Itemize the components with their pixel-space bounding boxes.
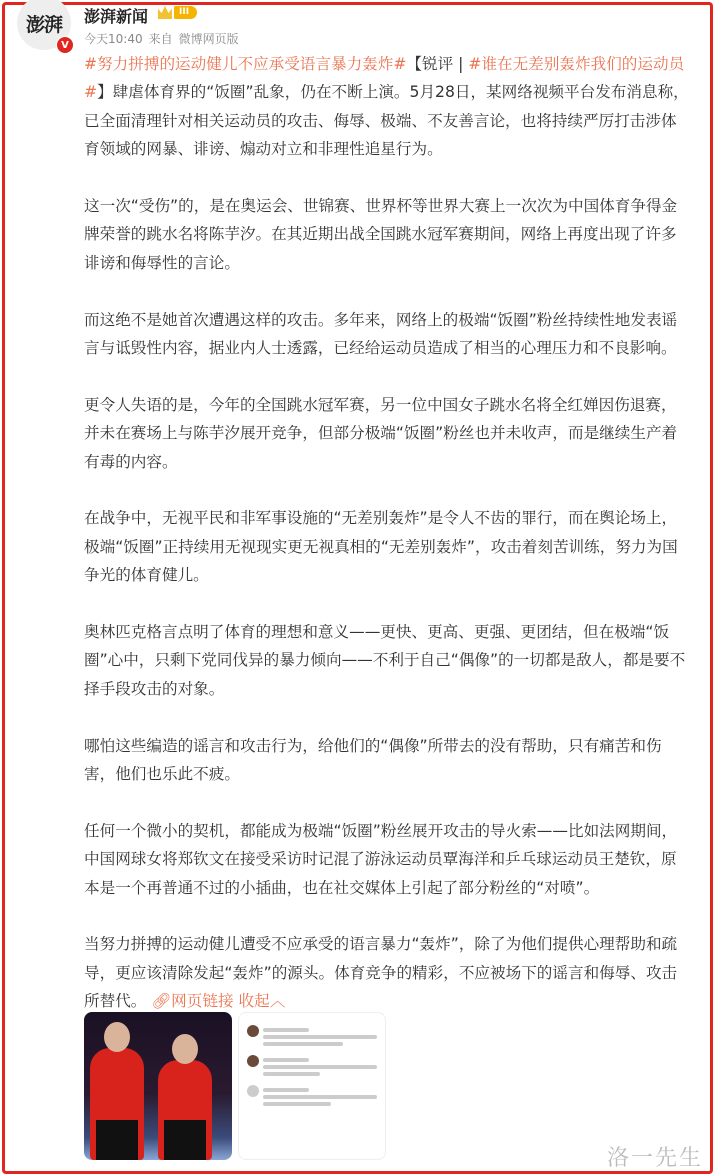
collapse-label: 收起: [238, 992, 270, 1011]
paragraph-text: 当努力拼搏的运动健儿遭受不应承受的语言暴力“轰炸”，除了为他们提供心理帮助和疏导，更应该清除发起“轰炸”的源头。体育竞争的精彩，不应被场下的谣言和侮辱、攻击所替代。: [84, 935, 678, 1011]
web-link-label: 网页链接: [171, 992, 234, 1011]
hashtag-link[interactable]: #谁在无差别轰炸我们的运动员#: [84, 55, 685, 102]
crown-icon: [158, 6, 172, 19]
paragraph-text: 】肆虐体育界的“饭圈”乱象，仍在不断上演。5月28日，某网络视频平台发布消息称，已全面清理针对相关运动员的攻击、侮辱、极端、不友善言论，也将持续严厉打击涉体育领域的网暴、诽谤、煽动对立和非理性追星行为。: [84, 83, 689, 159]
comments-screenshot[interactable]: [238, 1012, 386, 1160]
paragraph: 更令人失语的是，今年的全国跳水冠军赛，另一位中国女子跳水名将全红婵因伤退赛，并未在赛场上与陈芋汐展开竞争，但部分极端“饭圈”粉丝也并未收声，而是继续生产着有毒的内容。: [84, 395, 678, 471]
paragraph: 在战争中，无视平民和非军事设施的“无差别轰炸”是令人不齿的罪行，而在舆论场上，极端“饭圈”正持续用无视现实更无视真相的“无差别轰炸”，攻击着刻苦训练，努力为国争光的体育健儿。: [84, 509, 678, 585]
collapse-button[interactable]: [239, 992, 286, 1010]
level-label: III: [174, 6, 197, 19]
comment-thumb: [247, 1055, 377, 1079]
paragraph: 而这绝不是她首次遭遇这样的攻击。多年来，网络上的极端“饭圈”粉丝持续性地发表谣言与诋毁性内容，据业内人士透露，已经给运动员造成了相当的心理压力和不良影响。: [84, 310, 678, 358]
link-icon: 🔗︎: [151, 992, 172, 1011]
web-link[interactable]: [151, 992, 233, 1010]
bracket-text: 【锐评 |: [406, 55, 469, 73]
post-source: 微博网页版: [178, 32, 239, 46]
paragraph: 这一次“受伤”的，是在奥运会、世锦赛、世界杯等世界大赛上一次次为中国体育争得金牌荣誉的跳水名将陈芋汐。在其近期出战全国跳水冠军赛期间，网络上再度出现了许多诽谤和侮辱性的言论。: [84, 197, 678, 272]
watermark: 洛一先生: [606, 1146, 703, 1171]
paragraph: 任何一个微小的契机，都能成为极端“饭圈”粉丝展开攻击的导火索——比如法网期间，中国网球女将郑钦文在接受采访时记混了游泳运动员覃海洋和乒乓球运动员王楚钦，原本是一个再普通不过的小插曲，也在社交媒体上引起了部分粉丝的“对喷”。: [84, 821, 678, 897]
member-level-badge[interactable]: [158, 6, 197, 19]
post-images: [84, 1012, 386, 1160]
source-prefix: 来自: [148, 32, 173, 46]
hashtag-link[interactable]: #努力拼搏的运动健儿不应承受语言暴力轰炸#: [84, 55, 407, 73]
comment-thumb: [247, 1085, 377, 1109]
paragraph: [84, 50, 690, 164]
verified-icon: V: [56, 36, 74, 54]
paragraph: 哪怕这些编造的谣言和攻击行为，给他们的“偶像”所带去的没有帮助，只有痛苦和伤害，他们也乐此不疲。: [84, 736, 662, 784]
avatar-logo-text: 澎湃: [25, 13, 62, 36]
athlete-figure: [158, 1060, 212, 1160]
author-name[interactable]: 澎湃新闻: [84, 7, 149, 26]
chevron-up-icon: ︿: [269, 992, 286, 1011]
comment-thumb: [247, 1025, 377, 1049]
paragraph: [84, 930, 690, 1015]
athletes-photo[interactable]: [84, 1012, 232, 1160]
paragraph: 奥林匹克格言点明了体育的理想和意义——更快、更高、更强、更团结，但在极端“饭圈”心中，只剩下党同伐异的暴力倾向——不利于自己“偶像”的一切都是敌人，都是要不择手段攻击的对象。: [84, 623, 686, 698]
post-meta: [84, 30, 245, 47]
athlete-figure: [90, 1048, 144, 1160]
post-content: [84, 50, 690, 1044]
post-time[interactable]: 今天10:40: [84, 32, 143, 46]
